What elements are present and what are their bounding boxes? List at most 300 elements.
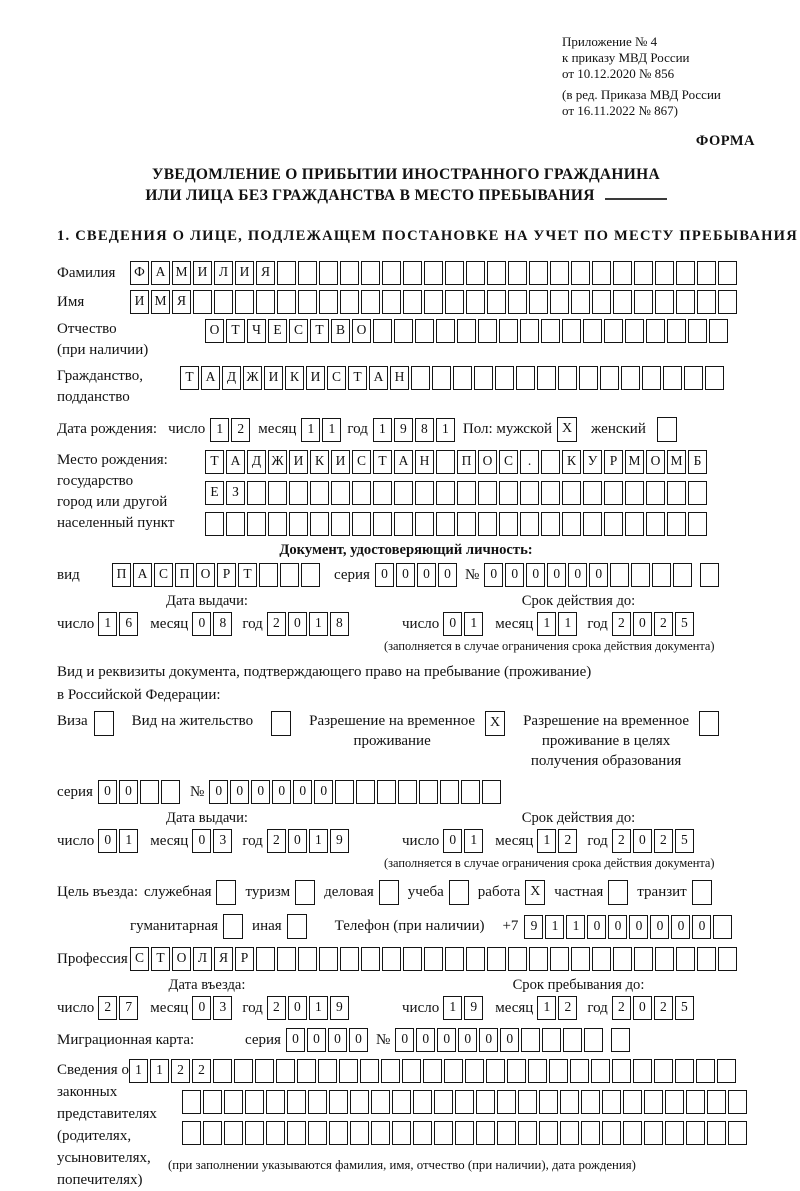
char-cell[interactable] bbox=[667, 481, 686, 505]
char-cell[interactable]: 9 bbox=[394, 418, 413, 442]
char-cell[interactable] bbox=[686, 1090, 705, 1114]
char-cell[interactable]: С bbox=[289, 319, 308, 343]
char-cell[interactable] bbox=[592, 947, 611, 971]
char-cell[interactable]: Я bbox=[256, 261, 275, 285]
char-cell[interactable]: 1 bbox=[443, 996, 462, 1020]
char-cell[interactable] bbox=[301, 563, 320, 587]
char-cell[interactable] bbox=[646, 319, 665, 343]
char-cell[interactable]: О bbox=[205, 319, 224, 343]
char-cell[interactable] bbox=[287, 1121, 306, 1145]
char-cell[interactable] bbox=[289, 512, 308, 536]
char-cell[interactable] bbox=[634, 290, 653, 314]
char-cell[interactable] bbox=[591, 1059, 610, 1083]
char-cell[interactable] bbox=[403, 947, 422, 971]
char-cell[interactable] bbox=[584, 1028, 603, 1052]
char-cell[interactable]: 0 bbox=[443, 612, 462, 636]
char-cell[interactable]: 0 bbox=[443, 829, 462, 853]
char-cell[interactable]: 1 bbox=[210, 418, 229, 442]
char-cell[interactable]: П bbox=[457, 450, 476, 474]
temp-residence-checkbox[interactable]: X bbox=[485, 711, 505, 736]
char-cell[interactable] bbox=[402, 1059, 421, 1083]
char-cell[interactable] bbox=[520, 319, 539, 343]
char-cell[interactable] bbox=[600, 366, 619, 390]
char-cell[interactable]: 3 bbox=[213, 829, 232, 853]
char-cell[interactable]: 1 bbox=[558, 612, 577, 636]
char-cell[interactable] bbox=[411, 366, 430, 390]
char-cell[interactable]: 2 bbox=[612, 829, 631, 853]
char-cell[interactable]: Т bbox=[348, 366, 367, 390]
char-cell[interactable] bbox=[361, 947, 380, 971]
char-cell[interactable]: 2 bbox=[98, 996, 117, 1020]
char-cell[interactable] bbox=[478, 512, 497, 536]
char-cell[interactable] bbox=[392, 1121, 411, 1145]
char-cell[interactable] bbox=[521, 1028, 540, 1052]
char-cell[interactable] bbox=[436, 450, 455, 474]
char-cell[interactable]: 3 bbox=[213, 996, 232, 1020]
char-cell[interactable] bbox=[539, 1090, 558, 1114]
char-cell[interactable]: Р bbox=[235, 947, 254, 971]
char-cell[interactable] bbox=[646, 481, 665, 505]
char-cell[interactable] bbox=[193, 290, 212, 314]
char-cell[interactable]: И bbox=[264, 366, 283, 390]
char-cell[interactable] bbox=[424, 947, 443, 971]
char-cell[interactable] bbox=[688, 319, 707, 343]
char-cell[interactable]: 0 bbox=[416, 1028, 435, 1052]
purpose-option-checkbox[interactable] bbox=[287, 914, 307, 939]
char-cell[interactable]: 8 bbox=[415, 418, 434, 442]
purpose-option-checkbox[interactable] bbox=[295, 880, 315, 905]
char-cell[interactable] bbox=[289, 481, 308, 505]
char-cell[interactable] bbox=[655, 261, 674, 285]
char-cell[interactable]: 0 bbox=[288, 612, 307, 636]
char-cell[interactable]: 0 bbox=[437, 1028, 456, 1052]
char-cell[interactable] bbox=[413, 1121, 432, 1145]
char-cell[interactable] bbox=[377, 780, 396, 804]
char-cell[interactable] bbox=[319, 947, 338, 971]
char-cell[interactable] bbox=[499, 319, 518, 343]
char-cell[interactable]: Ж bbox=[243, 366, 262, 390]
char-cell[interactable]: 1 bbox=[464, 829, 483, 853]
char-cell[interactable]: Т bbox=[238, 563, 257, 587]
char-cell[interactable] bbox=[415, 481, 434, 505]
char-cell[interactable]: 0 bbox=[328, 1028, 347, 1052]
char-cell[interactable] bbox=[611, 1028, 630, 1052]
char-cell[interactable] bbox=[268, 512, 287, 536]
char-cell[interactable] bbox=[633, 1059, 652, 1083]
char-cell[interactable]: 0 bbox=[395, 1028, 414, 1052]
char-cell[interactable] bbox=[350, 1121, 369, 1145]
char-cell[interactable] bbox=[562, 319, 581, 343]
char-cell[interactable]: 0 bbox=[633, 612, 652, 636]
char-cell[interactable] bbox=[255, 1059, 274, 1083]
char-cell[interactable]: 5 bbox=[675, 996, 694, 1020]
char-cell[interactable]: 0 bbox=[375, 563, 394, 587]
char-cell[interactable] bbox=[631, 563, 650, 587]
char-cell[interactable] bbox=[319, 261, 338, 285]
char-cell[interactable]: М bbox=[151, 290, 170, 314]
char-cell[interactable] bbox=[592, 261, 611, 285]
char-cell[interactable] bbox=[413, 1090, 432, 1114]
char-cell[interactable] bbox=[541, 319, 560, 343]
char-cell[interactable] bbox=[268, 481, 287, 505]
char-cell[interactable] bbox=[675, 1059, 694, 1083]
char-cell[interactable]: Б bbox=[688, 450, 707, 474]
char-cell[interactable] bbox=[203, 1090, 222, 1114]
char-cell[interactable] bbox=[709, 319, 728, 343]
char-cell[interactable] bbox=[676, 290, 695, 314]
char-cell[interactable] bbox=[287, 1090, 306, 1114]
char-cell[interactable] bbox=[507, 1059, 526, 1083]
char-cell[interactable]: 5 bbox=[675, 612, 694, 636]
char-cell[interactable]: 0 bbox=[500, 1028, 519, 1052]
char-cell[interactable]: 9 bbox=[330, 829, 349, 853]
char-cell[interactable]: 0 bbox=[272, 780, 291, 804]
char-cell[interactable] bbox=[310, 512, 329, 536]
char-cell[interactable] bbox=[398, 780, 417, 804]
char-cell[interactable] bbox=[235, 290, 254, 314]
char-cell[interactable] bbox=[728, 1121, 747, 1145]
char-cell[interactable]: Р bbox=[604, 450, 623, 474]
char-cell[interactable] bbox=[331, 481, 350, 505]
char-cell[interactable]: Ж bbox=[268, 450, 287, 474]
char-cell[interactable]: С bbox=[327, 366, 346, 390]
char-cell[interactable] bbox=[697, 261, 716, 285]
char-cell[interactable]: 9 bbox=[330, 996, 349, 1020]
char-cell[interactable] bbox=[705, 366, 724, 390]
char-cell[interactable] bbox=[717, 1059, 736, 1083]
char-cell[interactable] bbox=[644, 1121, 663, 1145]
char-cell[interactable] bbox=[550, 261, 569, 285]
char-cell[interactable] bbox=[562, 512, 581, 536]
char-cell[interactable] bbox=[667, 319, 686, 343]
char-cell[interactable]: 2 bbox=[231, 418, 250, 442]
char-cell[interactable] bbox=[655, 290, 674, 314]
char-cell[interactable]: . bbox=[520, 450, 539, 474]
char-cell[interactable]: А bbox=[133, 563, 152, 587]
char-cell[interactable] bbox=[352, 512, 371, 536]
char-cell[interactable] bbox=[508, 261, 527, 285]
char-cell[interactable]: Т bbox=[310, 319, 329, 343]
char-cell[interactable] bbox=[487, 947, 506, 971]
char-cell[interactable] bbox=[516, 366, 535, 390]
char-cell[interactable] bbox=[424, 261, 443, 285]
char-cell[interactable]: К bbox=[310, 450, 329, 474]
char-cell[interactable] bbox=[382, 261, 401, 285]
char-cell[interactable]: 1 bbox=[566, 915, 585, 939]
char-cell[interactable]: О bbox=[646, 450, 665, 474]
char-cell[interactable] bbox=[520, 512, 539, 536]
char-cell[interactable] bbox=[318, 1059, 337, 1083]
char-cell[interactable]: 0 bbox=[568, 563, 587, 587]
char-cell[interactable]: 1 bbox=[322, 418, 341, 442]
char-cell[interactable]: 0 bbox=[479, 1028, 498, 1052]
char-cell[interactable]: К bbox=[285, 366, 304, 390]
char-cell[interactable] bbox=[571, 947, 590, 971]
char-cell[interactable]: И bbox=[193, 261, 212, 285]
char-cell[interactable]: 1 bbox=[309, 829, 328, 853]
char-cell[interactable]: Т bbox=[151, 947, 170, 971]
char-cell[interactable] bbox=[478, 319, 497, 343]
char-cell[interactable]: Т bbox=[373, 450, 392, 474]
char-cell[interactable]: 0 bbox=[192, 612, 211, 636]
char-cell[interactable]: И bbox=[331, 450, 350, 474]
char-cell[interactable] bbox=[457, 481, 476, 505]
char-cell[interactable] bbox=[182, 1121, 201, 1145]
char-cell[interactable]: А bbox=[394, 450, 413, 474]
char-cell[interactable]: 2 bbox=[654, 829, 673, 853]
char-cell[interactable]: 0 bbox=[589, 563, 608, 587]
char-cell[interactable] bbox=[356, 780, 375, 804]
purpose-option-checkbox[interactable] bbox=[449, 880, 469, 905]
char-cell[interactable] bbox=[465, 1059, 484, 1083]
char-cell[interactable] bbox=[319, 290, 338, 314]
char-cell[interactable] bbox=[392, 1090, 411, 1114]
char-cell[interactable] bbox=[652, 563, 671, 587]
char-cell[interactable] bbox=[610, 563, 629, 587]
char-cell[interactable]: Н bbox=[415, 450, 434, 474]
char-cell[interactable]: 2 bbox=[267, 829, 286, 853]
char-cell[interactable] bbox=[560, 1121, 579, 1145]
char-cell[interactable] bbox=[224, 1121, 243, 1145]
char-cell[interactable]: С bbox=[499, 450, 518, 474]
char-cell[interactable]: 7 bbox=[119, 996, 138, 1020]
char-cell[interactable] bbox=[373, 512, 392, 536]
char-cell[interactable] bbox=[550, 947, 569, 971]
char-cell[interactable] bbox=[245, 1121, 264, 1145]
char-cell[interactable] bbox=[276, 1059, 295, 1083]
char-cell[interactable] bbox=[571, 261, 590, 285]
char-cell[interactable]: О bbox=[196, 563, 215, 587]
char-cell[interactable] bbox=[486, 1059, 505, 1083]
char-cell[interactable] bbox=[718, 261, 737, 285]
char-cell[interactable] bbox=[612, 1059, 631, 1083]
char-cell[interactable]: 9 bbox=[524, 915, 543, 939]
char-cell[interactable] bbox=[352, 481, 371, 505]
char-cell[interactable] bbox=[613, 947, 632, 971]
char-cell[interactable] bbox=[298, 947, 317, 971]
char-cell[interactable] bbox=[371, 1090, 390, 1114]
char-cell[interactable]: И bbox=[289, 450, 308, 474]
char-cell[interactable] bbox=[686, 1121, 705, 1145]
char-cell[interactable] bbox=[604, 481, 623, 505]
char-cell[interactable] bbox=[539, 1121, 558, 1145]
char-cell[interactable] bbox=[673, 563, 692, 587]
char-cell[interactable]: И bbox=[235, 261, 254, 285]
char-cell[interactable] bbox=[373, 481, 392, 505]
char-cell[interactable] bbox=[466, 261, 485, 285]
char-cell[interactable]: 0 bbox=[484, 563, 503, 587]
char-cell[interactable] bbox=[436, 512, 455, 536]
char-cell[interactable]: Ф bbox=[130, 261, 149, 285]
char-cell[interactable] bbox=[563, 1028, 582, 1052]
char-cell[interactable]: 1 bbox=[129, 1059, 148, 1083]
char-cell[interactable] bbox=[718, 947, 737, 971]
char-cell[interactable] bbox=[541, 512, 560, 536]
char-cell[interactable] bbox=[623, 1121, 642, 1145]
char-cell[interactable]: 2 bbox=[612, 996, 631, 1020]
char-cell[interactable]: 0 bbox=[98, 829, 117, 853]
char-cell[interactable]: С bbox=[130, 947, 149, 971]
char-cell[interactable] bbox=[340, 290, 359, 314]
char-cell[interactable] bbox=[581, 1090, 600, 1114]
char-cell[interactable]: Н bbox=[390, 366, 409, 390]
char-cell[interactable] bbox=[457, 319, 476, 343]
char-cell[interactable] bbox=[537, 366, 556, 390]
char-cell[interactable]: 2 bbox=[612, 612, 631, 636]
char-cell[interactable] bbox=[676, 261, 695, 285]
char-cell[interactable] bbox=[688, 512, 707, 536]
char-cell[interactable]: Т bbox=[205, 450, 224, 474]
char-cell[interactable]: 0 bbox=[650, 915, 669, 939]
char-cell[interactable]: М bbox=[667, 450, 686, 474]
char-cell[interactable] bbox=[298, 261, 317, 285]
char-cell[interactable] bbox=[161, 780, 180, 804]
char-cell[interactable] bbox=[621, 366, 640, 390]
char-cell[interactable]: 0 bbox=[230, 780, 249, 804]
char-cell[interactable] bbox=[419, 780, 438, 804]
char-cell[interactable] bbox=[560, 1090, 579, 1114]
char-cell[interactable]: И bbox=[306, 366, 325, 390]
char-cell[interactable] bbox=[415, 319, 434, 343]
char-cell[interactable]: 2 bbox=[654, 996, 673, 1020]
char-cell[interactable] bbox=[728, 1090, 747, 1114]
char-cell[interactable] bbox=[604, 512, 623, 536]
char-cell[interactable] bbox=[663, 366, 682, 390]
char-cell[interactable] bbox=[697, 290, 716, 314]
char-cell[interactable]: С bbox=[352, 450, 371, 474]
char-cell[interactable] bbox=[613, 261, 632, 285]
char-cell[interactable] bbox=[541, 450, 560, 474]
char-cell[interactable]: 6 bbox=[119, 612, 138, 636]
char-cell[interactable] bbox=[497, 1121, 516, 1145]
char-cell[interactable] bbox=[308, 1121, 327, 1145]
char-cell[interactable]: 0 bbox=[251, 780, 270, 804]
char-cell[interactable]: 2 bbox=[267, 996, 286, 1020]
char-cell[interactable]: К bbox=[562, 450, 581, 474]
char-cell[interactable]: 0 bbox=[98, 780, 117, 804]
char-cell[interactable] bbox=[634, 947, 653, 971]
char-cell[interactable]: З bbox=[226, 481, 245, 505]
char-cell[interactable] bbox=[542, 1028, 561, 1052]
char-cell[interactable]: У bbox=[583, 450, 602, 474]
char-cell[interactable] bbox=[625, 512, 644, 536]
char-cell[interactable] bbox=[528, 1059, 547, 1083]
char-cell[interactable] bbox=[581, 1121, 600, 1145]
char-cell[interactable]: Я bbox=[172, 290, 191, 314]
char-cell[interactable] bbox=[329, 1090, 348, 1114]
char-cell[interactable]: 2 bbox=[267, 612, 286, 636]
purpose-option-checkbox[interactable] bbox=[692, 880, 712, 905]
char-cell[interactable]: С bbox=[154, 563, 173, 587]
char-cell[interactable] bbox=[457, 512, 476, 536]
char-cell[interactable] bbox=[381, 1059, 400, 1083]
char-cell[interactable]: 1 bbox=[301, 418, 320, 442]
char-cell[interactable]: 5 bbox=[675, 829, 694, 853]
char-cell[interactable] bbox=[256, 947, 275, 971]
char-cell[interactable]: 8 bbox=[213, 612, 232, 636]
char-cell[interactable] bbox=[700, 563, 719, 587]
char-cell[interactable] bbox=[434, 1121, 453, 1145]
char-cell[interactable]: Я bbox=[214, 947, 233, 971]
char-cell[interactable]: 0 bbox=[587, 915, 606, 939]
char-cell[interactable] bbox=[625, 481, 644, 505]
char-cell[interactable] bbox=[478, 481, 497, 505]
visa-checkbox[interactable] bbox=[94, 711, 114, 736]
char-cell[interactable]: Т bbox=[226, 319, 245, 343]
char-cell[interactable] bbox=[466, 290, 485, 314]
purpose-option-checkbox[interactable]: X bbox=[525, 880, 545, 905]
char-cell[interactable]: 2 bbox=[654, 612, 673, 636]
char-cell[interactable] bbox=[226, 512, 245, 536]
char-cell[interactable] bbox=[654, 1059, 673, 1083]
char-cell[interactable]: О bbox=[172, 947, 191, 971]
char-cell[interactable] bbox=[518, 1090, 537, 1114]
char-cell[interactable]: Д bbox=[247, 450, 266, 474]
char-cell[interactable] bbox=[445, 290, 464, 314]
char-cell[interactable]: 0 bbox=[209, 780, 228, 804]
char-cell[interactable] bbox=[634, 261, 653, 285]
char-cell[interactable] bbox=[382, 290, 401, 314]
char-cell[interactable] bbox=[277, 947, 296, 971]
char-cell[interactable] bbox=[592, 290, 611, 314]
char-cell[interactable] bbox=[277, 261, 296, 285]
char-cell[interactable] bbox=[445, 261, 464, 285]
char-cell[interactable] bbox=[394, 512, 413, 536]
char-cell[interactable] bbox=[665, 1121, 684, 1145]
char-cell[interactable]: 1 bbox=[309, 996, 328, 1020]
char-cell[interactable] bbox=[182, 1090, 201, 1114]
char-cell[interactable]: 0 bbox=[314, 780, 333, 804]
char-cell[interactable]: 0 bbox=[671, 915, 690, 939]
char-cell[interactable] bbox=[713, 915, 732, 939]
char-cell[interactable]: О bbox=[478, 450, 497, 474]
char-cell[interactable] bbox=[259, 563, 278, 587]
char-cell[interactable] bbox=[518, 1121, 537, 1145]
char-cell[interactable]: 0 bbox=[417, 563, 436, 587]
char-cell[interactable]: 2 bbox=[558, 829, 577, 853]
char-cell[interactable] bbox=[424, 290, 443, 314]
char-cell[interactable] bbox=[697, 947, 716, 971]
char-cell[interactable] bbox=[482, 780, 501, 804]
char-cell[interactable] bbox=[415, 512, 434, 536]
char-cell[interactable]: 0 bbox=[288, 829, 307, 853]
char-cell[interactable] bbox=[602, 1121, 621, 1145]
char-cell[interactable] bbox=[445, 947, 464, 971]
char-cell[interactable]: 0 bbox=[633, 996, 652, 1020]
char-cell[interactable] bbox=[266, 1121, 285, 1145]
char-cell[interactable]: 1 bbox=[150, 1059, 169, 1083]
char-cell[interactable]: 1 bbox=[119, 829, 138, 853]
char-cell[interactable] bbox=[455, 1121, 474, 1145]
char-cell[interactable] bbox=[602, 1090, 621, 1114]
char-cell[interactable] bbox=[203, 1121, 222, 1145]
char-cell[interactable] bbox=[466, 947, 485, 971]
char-cell[interactable] bbox=[571, 290, 590, 314]
char-cell[interactable] bbox=[508, 290, 527, 314]
char-cell[interactable] bbox=[308, 1090, 327, 1114]
char-cell[interactable] bbox=[499, 481, 518, 505]
char-cell[interactable]: 1 bbox=[464, 612, 483, 636]
char-cell[interactable] bbox=[583, 481, 602, 505]
char-cell[interactable]: 2 bbox=[171, 1059, 190, 1083]
char-cell[interactable] bbox=[247, 512, 266, 536]
char-cell[interactable] bbox=[266, 1090, 285, 1114]
char-cell[interactable]: Е bbox=[205, 481, 224, 505]
char-cell[interactable] bbox=[234, 1059, 253, 1083]
char-cell[interactable] bbox=[665, 1090, 684, 1114]
char-cell[interactable]: И bbox=[130, 290, 149, 314]
char-cell[interactable] bbox=[558, 366, 577, 390]
